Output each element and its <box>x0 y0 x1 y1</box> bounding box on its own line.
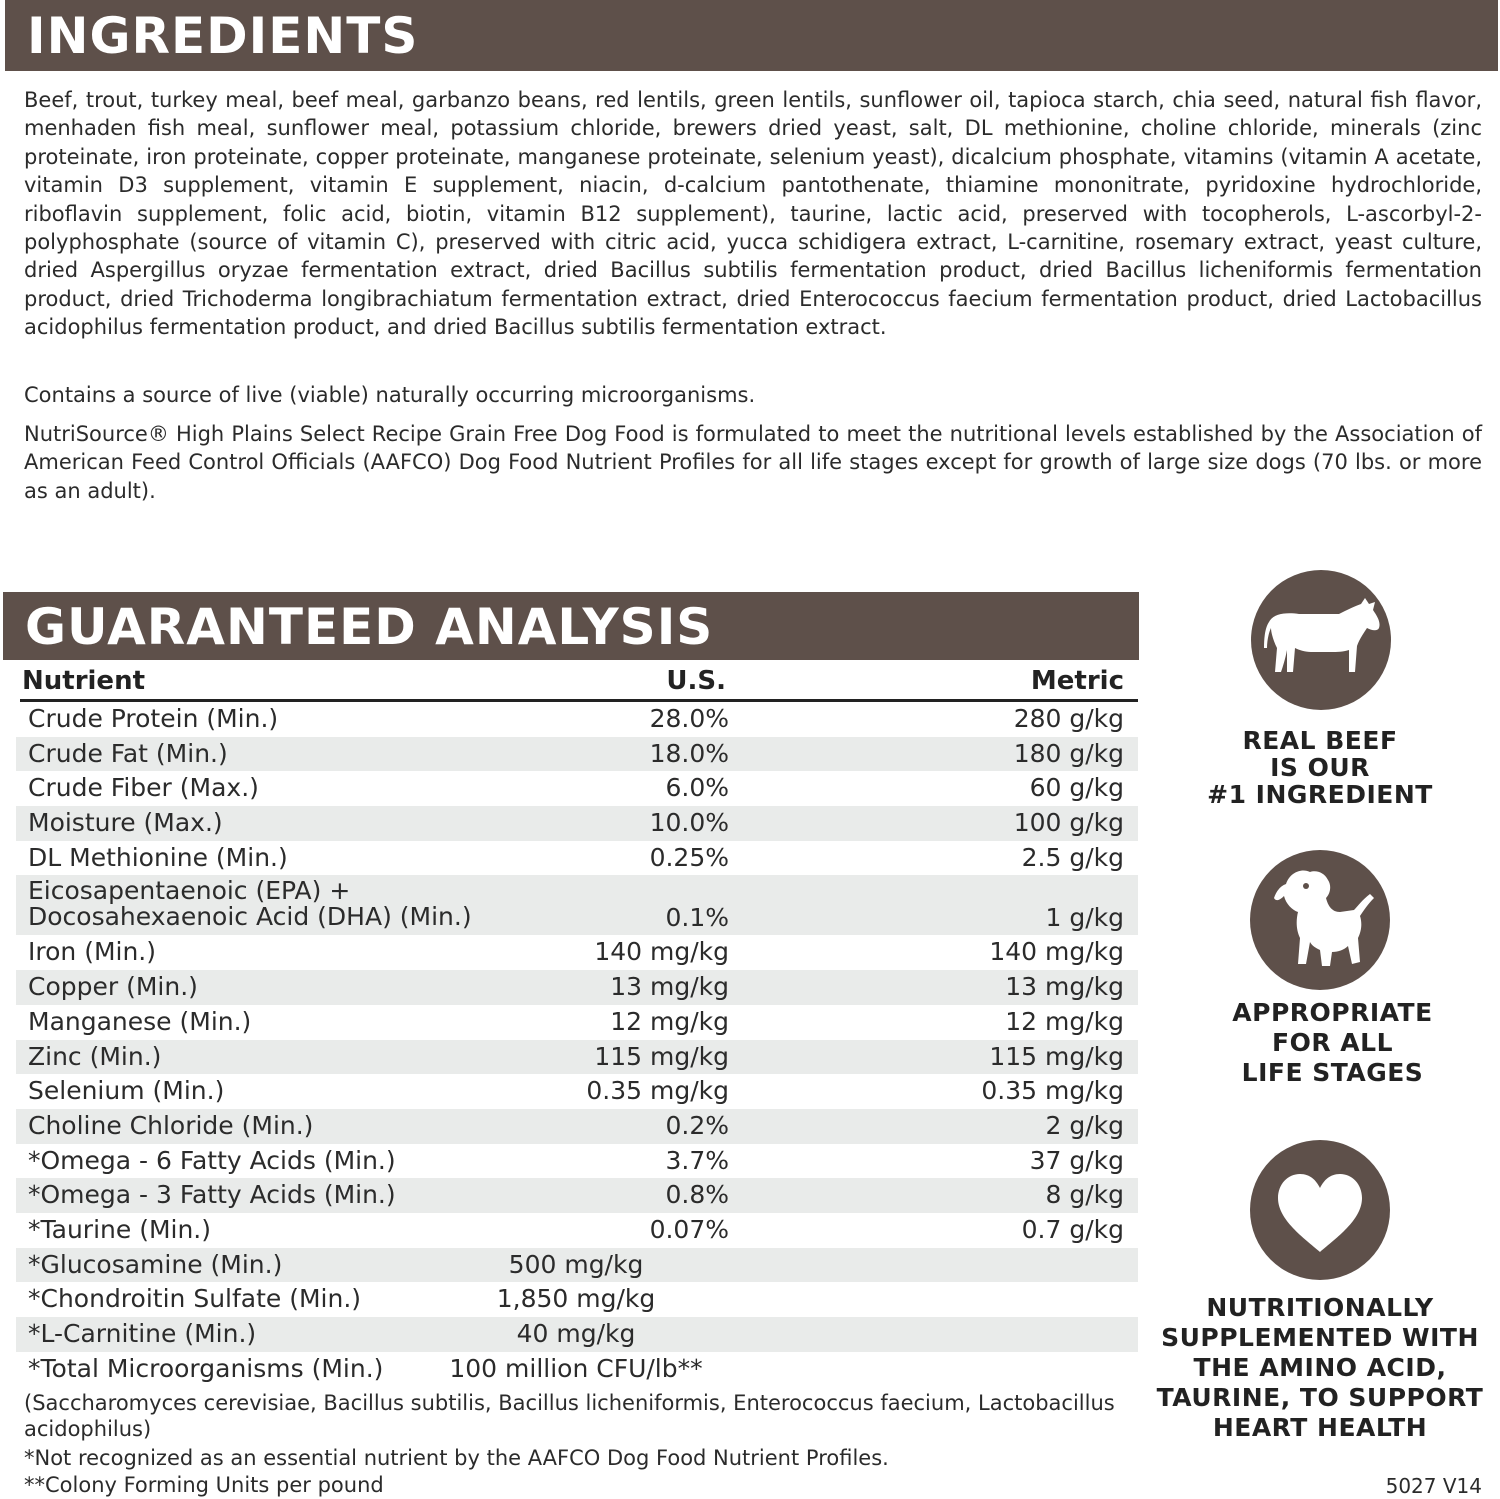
metric-value: 8 g/kg <box>1045 1180 1124 1210</box>
microorganisms-list: (Saccharomyces cerevisiae, Bacillus subtilis, Bacillus licheniformis, Enterococcus faecium, Lactobacillus acidophilus) <box>24 1391 1115 1441</box>
combined-value: 500 mg/kg <box>508 1249 644 1279</box>
metric-value: 2.5 g/kg <box>1021 842 1124 872</box>
combined-value: 100 million CFU/lb** <box>449 1353 703 1383</box>
heart-icon <box>1250 1140 1390 1280</box>
us-value: 0.25% <box>649 842 729 872</box>
table-row <box>16 737 1138 772</box>
nutrient-name: *Omega - 3 Fatty Acids (Min.) <box>28 1180 396 1210</box>
us-value: 10.0% <box>649 808 729 838</box>
nutrient-name: Selenium (Min.) <box>28 1076 225 1106</box>
metric-value: 13 mg/kg <box>1005 972 1124 1002</box>
life-stages-badge <box>1250 850 1390 990</box>
metric-value: 60 g/kg <box>1029 773 1124 803</box>
us-value: 0.1% <box>665 903 729 933</box>
real-beef-badge-text: REAL BEEF IS OUR #1 INGREDIENT <box>1207 726 1433 809</box>
table-row <box>16 875 1138 935</box>
nutrient-name: *L-Carnitine (Min.) <box>28 1319 257 1348</box>
metric-value: 0.7 g/kg <box>1021 1214 1124 1244</box>
metric-value: 0.35 mg/kg <box>981 1076 1124 1106</box>
guaranteed-analysis-table <box>16 664 1138 1386</box>
us-value: 13 mg/kg <box>610 972 729 1002</box>
nutrient-name: *Chondroitin Sulfate (Min.) <box>28 1284 362 1314</box>
table-row <box>16 806 1138 841</box>
nutrient-name: Iron (Min.) <box>28 937 157 967</box>
ingredients-heading: INGREDIENTS <box>5 0 1498 71</box>
nutrient-name: Crude Fat (Min.) <box>28 738 228 768</box>
combined-value: 1,850 mg/kg <box>496 1284 656 1314</box>
metric-value: 1 g/kg <box>1045 903 1124 933</box>
column-header-metric: Metric <box>1030 666 1124 696</box>
nutrient-name: *Glucosamine (Min.) <box>28 1249 283 1279</box>
table-row <box>16 1109 1138 1144</box>
table-row <box>16 841 1138 876</box>
metric-value: 12 mg/kg <box>1005 1006 1124 1036</box>
table-row <box>16 1317 1138 1352</box>
footnote-cfu: **Colony Forming Units per pound <box>24 1473 384 1497</box>
nutrient-name: Zinc (Min.) <box>28 1041 162 1071</box>
nutrient-name: Eicosapentaenoic (EPA) + Docosahexaenoic Acid (DHA) (Min.) <box>28 876 472 932</box>
nutrient-name: Moisture (Max.) <box>28 808 223 838</box>
combined-value: 40 mg/kg <box>516 1319 636 1348</box>
metric-value: 100 g/kg <box>1013 808 1124 838</box>
table-row <box>16 1178 1138 1213</box>
nutrient-name: Manganese (Min.) <box>28 1006 252 1036</box>
metric-value: 180 g/kg <box>1013 738 1124 768</box>
nutrient-name: Crude Protein (Min.) <box>28 704 279 733</box>
table-row <box>16 1248 1138 1283</box>
nutrient-name: *Taurine (Min.) <box>28 1214 212 1244</box>
table-row <box>16 1144 1138 1179</box>
column-header-nutrient: Nutrient <box>22 666 146 696</box>
real-beef-badge <box>1251 570 1391 710</box>
us-value: 18.0% <box>649 738 729 768</box>
nutrient-name: *Omega - 6 Fatty Acids (Min.) <box>28 1145 396 1175</box>
us-value: 0.35 mg/kg <box>586 1076 729 1106</box>
table-row <box>16 1213 1138 1248</box>
ingredients-list: Beef, trout, turkey meal, beef meal, garbanzo beans, red lentils, green lentils, sunflower oil, tapioca starch, chia seed, natural fish flavor, menhaden fish meal, sunflower meal, potassium chloride, brewers dried yeast, salt, DL methionine, choline chloride, minerals (zinc proteinate, iron proteinate, copper proteinate, manganese proteinate, selenium yeast), dicalcium phosphate, vitamins (vitamin A acetate, vitamin D3 supplement, vitamin E supplement, niacin, d-calcium pantothenate, thiamine mononitrate, pyridoxine hydrochloride, riboflavin supplement, folic acid, biotin, vitamin B12 supplement), taurine, lactic acid, preserved with tocopherols, L-ascorbyl-2-polyphosphate (source of vitamin C), preserved with citric acid, yucca schidigera extract, L-carnitine, rosemary extract, yeast culture, dried Aspergillus oryzae fermentation extract, dried Bacillus subtilis fermentation product, dried Bacillus licheniformis fermentation product, dried Trichoderma longibrachiatum fermentation extract, dried Enterococcus faecium fermentation product, dried Lactobacillus acidophilus fermentation product, and dried Bacillus subtilis fermentation extract. <box>24 88 1482 340</box>
heart-health-badge <box>1250 1140 1390 1280</box>
table-row <box>16 970 1138 1005</box>
table-header <box>20 664 1138 702</box>
nutrient-name: DL Methionine (Min.) <box>28 842 288 872</box>
table-body <box>16 702 1138 1386</box>
table-row <box>16 1352 1138 1387</box>
metric-value: 280 g/kg <box>1013 704 1124 733</box>
metric-value: 140 mg/kg <box>989 937 1124 967</box>
table-row <box>16 1282 1138 1317</box>
nutrient-name: Copper (Min.) <box>28 972 198 1002</box>
nutrient-name: *Total Microorganisms (Min.) <box>28 1353 384 1383</box>
nutrient-name: Choline Chloride (Min.) <box>28 1110 314 1140</box>
table-row <box>16 935 1138 970</box>
product-code: 5027 V14 <box>1385 1474 1482 1498</box>
us-value: 6.0% <box>665 773 729 803</box>
table-row <box>16 1005 1138 1040</box>
us-value: 3.7% <box>665 1145 729 1175</box>
table-row <box>16 1074 1138 1109</box>
us-value: 0.2% <box>665 1110 729 1140</box>
heart-health-badge-text: NUTRITIONALLY SUPPLEMENTED WITH THE AMINO ACID, TAURINE, TO SUPPORT HEART HEALTH <box>1156 1293 1484 1442</box>
metric-value: 37 g/kg <box>1029 1145 1124 1175</box>
table-row <box>16 702 1138 737</box>
us-value: 12 mg/kg <box>610 1006 729 1036</box>
metric-value: 115 mg/kg <box>989 1041 1124 1071</box>
nutrient-name: Crude Fiber (Max.) <box>28 773 259 803</box>
us-value: 115 mg/kg <box>594 1041 729 1071</box>
live-microorganisms-note: Contains a source of live (viable) naturally occurring microorganisms. <box>24 383 756 407</box>
us-value: 0.8% <box>665 1180 729 1210</box>
table-row <box>16 771 1138 806</box>
footnote-not-essential: *Not recognized as an essential nutrient by the AAFCO Dog Food Nutrient Profiles. <box>24 1446 889 1470</box>
life-stages-badge-text: APPROPRIATE FOR ALL LIFE STAGES <box>1232 998 1433 1087</box>
us-value: 28.0% <box>649 704 729 733</box>
guaranteed-analysis-heading: GUARANTEED ANALYSIS <box>3 592 1139 660</box>
us-value: 140 mg/kg <box>594 937 729 967</box>
cow-icon <box>1251 570 1391 710</box>
us-value: 0.07% <box>649 1214 729 1244</box>
aafco-statement: NutriSource® High Plains Select Recipe Grain Free Dog Food is formulated to meet the nutritional levels established by the Association of American Feed Control Officials (AAFCO) Dog Food Nutrient Profiles for all life stages except for growth of large size dogs (70 lbs. or more as an adult). <box>24 422 1482 503</box>
column-header-us: U.S. <box>666 666 726 696</box>
table-row <box>16 1040 1138 1075</box>
puppy-icon <box>1250 850 1390 990</box>
metric-value: 2 g/kg <box>1045 1110 1124 1140</box>
